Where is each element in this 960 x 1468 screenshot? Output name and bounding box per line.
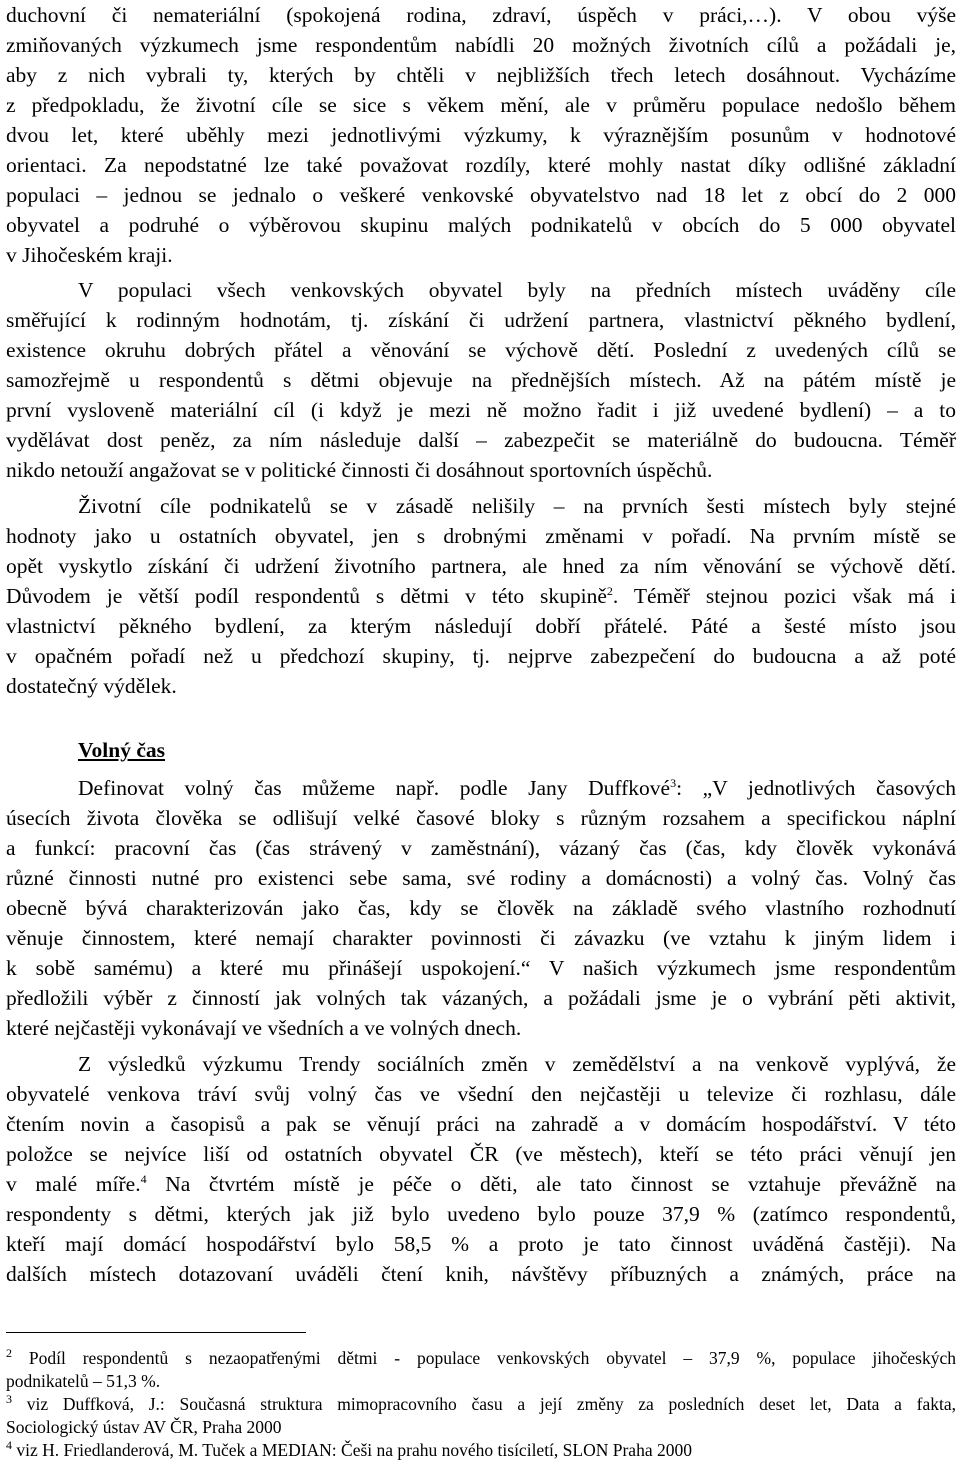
text-line: V populaci všech venkovských obyvatel byly na předních místech uváděny cíle xyxy=(78,278,956,302)
text-line: vydělávat dost peněz, za ním následuje další – zabezpečit se materiálně do budoucna. Téměř xyxy=(6,428,956,452)
text-line: populaci – jednou se jednalo o veškeré venkovské obyvatelstvo nad 18 let z obcí do 2 000 xyxy=(6,183,956,207)
footnote-ref: 4 xyxy=(140,1171,147,1186)
footnote-text: Podíl respondentů s nezaopatřenými dětmi - populace venkovských obyvatel – 37,9 %, populace jihočeských xyxy=(28,1348,956,1368)
text-span: Definovat volný čas můžeme např. podle Jany Duffkové xyxy=(78,776,671,800)
text-line: vlastnictví pěkného bydlení, za kterým následují dobří přátelé. Páté a šesté místo jsou xyxy=(6,614,956,638)
section-heading: Volný čas xyxy=(78,738,166,762)
text-line: z předpokladu, že životní cíle se sice s věkem mění, ale v průměru populace nedošlo během xyxy=(6,93,956,117)
text-line: obyvatelé venkova tráví svůj volný čas ve všední den nejčastěji u televize či rozhlasu, dále xyxy=(6,1082,956,1106)
footnote-number: 3 xyxy=(6,1392,12,1407)
footnote-3 xyxy=(6,1393,956,1415)
text-line: orientaci. Za nepodstatné lze také považovat rozdíly, které mohly nastat díky odlišné základní xyxy=(6,153,956,177)
text-line: k sobě samému) a které mu přinášejí uspokojení.“ V našich výzkumech jsme respondentům xyxy=(6,956,956,980)
text-line: dvou let, které uběhly mezi jednotlivými výzkumy, k výraznějším posunům v hodnotové xyxy=(6,123,956,147)
text-span: : „V jednotlivých časových xyxy=(676,776,956,800)
footnote-number: 4 xyxy=(6,1438,12,1453)
text-line xyxy=(6,1169,956,1199)
text-line: různé činnosti nutné pro existenci sebe sama, své rodiny a domácnosti) a volný čas. Volný čas xyxy=(6,866,956,890)
footnote-4 xyxy=(6,1439,956,1461)
footnote-ref: 2 xyxy=(606,583,613,598)
text-line: předložili výběr z činností jak volných tak vázaných, a požádali jsme je o vybrání pěti aktivit, xyxy=(6,986,956,1010)
text-line: v Jihočeském kraji. xyxy=(6,243,173,267)
text-line xyxy=(6,581,956,611)
text-line: duchovní či nemateriální (spokojená rodina, zdraví, úspěch v práci,…). V obou výše xyxy=(6,3,956,27)
footnote-2-cont: podnikatelů – 51,3 %. xyxy=(6,1371,161,1391)
text-line: položce se nejvíce liší od ostatních obyvatel ČR (ve městech), kteří se této práci věnují jen xyxy=(6,1142,956,1166)
text-line: které nejčastěji vykonávají ve všedních a ve volných dnech. xyxy=(6,1016,522,1040)
text-line: samozřejmě u respondentů s dětmi objevuje na přednějších místech. Až na pátém místě je xyxy=(6,368,956,392)
text-line: obecně bývá charakterizován jako čas, kdy se člověk na základě svého vlastního rozhodnutí xyxy=(6,896,956,920)
footnote-2 xyxy=(6,1347,956,1369)
text-line: Z výsledků výzkumu Trendy sociálních změn v zemědělství a na venkově vyplývá, že xyxy=(78,1052,956,1076)
footnote-text: viz H. Friedlanderová, M. Tuček a MEDIAN: Češi na prahu nového tisíciletí, SLON Praha 2000 xyxy=(16,1440,692,1460)
text-span: Důvodem je větší podíl respondentů s dětmi v této skupině xyxy=(6,584,607,608)
text-line: čtením novin a časopisů a pak se věnují práci na zahradě a v domácím hospodářství. V této xyxy=(6,1112,956,1136)
text-span: . Téměř stejnou pozici však má i xyxy=(612,584,956,608)
text-line: směřující k rodinným hodnotám, tj. získání či udržení partnera, vlastnictví pěkného bydlení, xyxy=(6,308,956,332)
footnote-ref: 3 xyxy=(670,775,677,790)
text-line xyxy=(78,773,956,803)
text-span: Na čtvrtém místě je péče o děti, ale tato činnost se vztahuje převážně na xyxy=(146,1172,956,1196)
text-line: Životní cíle podnikatelů se v zásadě nelišily – na prvních šesti místech byly stejné xyxy=(78,494,956,518)
text-line: hodnoty jako u ostatních obyvatel, jen s drobnými změnami v pořadí. Na prvním místě se xyxy=(6,524,956,548)
footnote-number: 2 xyxy=(6,1346,12,1361)
text-line: dalších místech dotazovaní uváděli čtení knih, návštěvy příbuzných a známých, práce na xyxy=(6,1262,956,1286)
footnote-separator xyxy=(6,1332,306,1333)
text-line: věnuje činnostem, které nemají charakter povinnosti či závazku (ve vztahu k jiným lidem i xyxy=(6,926,956,950)
text-line: zmiňovaných výzkumech jsme respondentům nabídli 20 možných životních cílů a požádali je, xyxy=(6,33,956,57)
text-line: a funkcí: pracovní čas (čas strávený v zaměstnání), vázaný čas (čas, kdy člověk vykonává xyxy=(6,836,956,860)
footnote-text: viz Duffková, J.: Současná struktura mimopracovního času a její změny za posledních deset let, Data a fakta, xyxy=(26,1394,956,1414)
text-line: nikdo netouží angažovat se v politické činnosti či dosáhnout sportovních úspěchů. xyxy=(6,458,713,482)
footnote-3-cont: Sociologický ústav AV ČR, Praha 2000 xyxy=(6,1417,282,1437)
text-line: kteří mají domácí hospodářství bylo 58,5 % a proto je tato činnost uváděná častěji). Na xyxy=(6,1232,956,1256)
text-line: existence okruhu dobrých přátel a věnování se výchově dětí. Poslední z uvedených cílů se xyxy=(6,338,956,362)
text-span: v malé míře. xyxy=(6,1172,141,1196)
text-line: úsecích života člověka se odlišují velké časové bloky s různým rozsahem a specifickou náplní xyxy=(6,806,956,830)
text-line: v opačném pořadí než u předchozí skupiny, tj. nejprve zabezpečení do budoucna a až poté xyxy=(6,644,956,668)
text-line: dostatečný výdělek. xyxy=(6,674,177,698)
text-line: respondenty s dětmi, kterých jak již bylo uvedeno bylo pouze 37,9 % (zatímco respondentů, xyxy=(6,1202,956,1226)
text-line: první vysloveně materiální cíl (i když je mezi ně možno řadit i již uvedené bydlení) – a to xyxy=(6,398,956,422)
text-line: aby z nich vybrali ty, kterých by chtěli v nejbližších třech letech dosáhnout. Vycházíme xyxy=(6,63,956,87)
text-line: obyvatel a podruhé o výběrovou skupinu malých podnikatelů v obcích do 5 000 obyvatel xyxy=(6,213,956,237)
text-line: opět vyskytlo získání či udržení životního partnera, ale hned za ním věnování se výchově dětí. xyxy=(6,554,956,578)
